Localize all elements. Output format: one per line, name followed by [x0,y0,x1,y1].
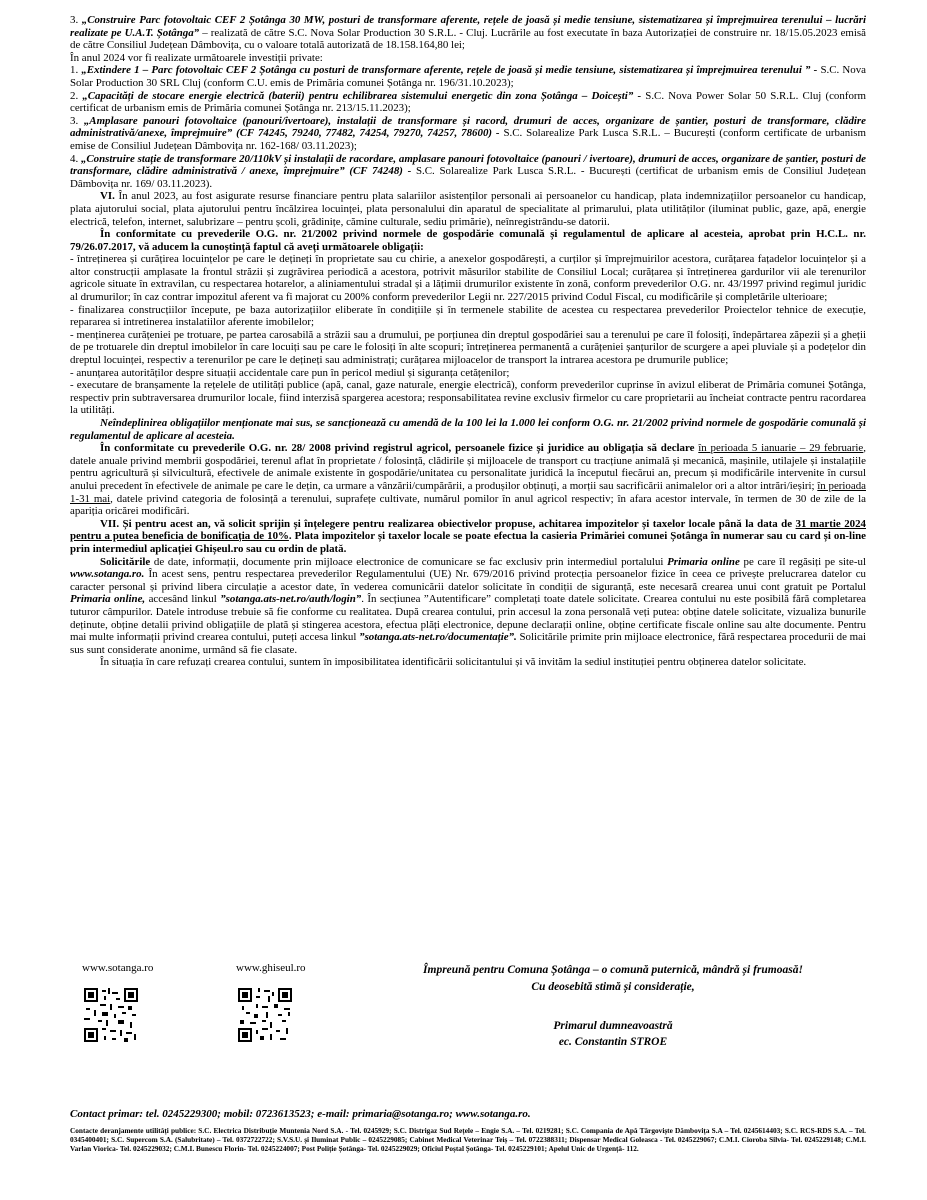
document-body [70,14,866,669]
section-vii: VII. Și pentru acest an, vă solicit sprijin și înțelegere pentru realizarea obiectivelor propuse, achitarea impozitelor și taxelor locale până la data de 31 martie 2024 pentru a putea beneficia de bonificația de 10%. Plata impozitelor și taxelor locale se poate efectua la casieria Primăriei comunei Șotânga în numerar sau cu card și on-line prin intermediul aplicației Ghișeul.ro sau cu ordin de plată. [70,517,866,555]
footer-signature-area [70,958,866,1088]
closing-slogan: Împreună pentru Comuna Șotânga – o comună puternică, mândră și frumoasă! Cu deosebită stimă și considerație, [360,962,866,996]
refuse-account-paragraph: În situația în care refuzați crearea contului, suntem în imposibilitatea identificării solicitantului și vă invităm la sediul instituției pentru obținerea datelor solicitate. [100,656,807,669]
sotanga-qr-code-icon[interactable] [82,986,140,1044]
documentation-link[interactable]: ”sotanga.ats-net.ro/documentație”. [359,631,517,644]
obligation-item: - executare de branșamente la rețelele de utilități publice (apă, canal, gaze naturale, energie electrică), conform prevederilor cuprinse în avizul eliberat de Primăria comunei Șotânga, respectiv prin subtraversarea drumurilor locale, fiind interzisă spargerea acestora; responsabilitatea revine exclusiv firmelor cu care proprietarii au încheiat contracte pentru racordarea la utilități. [70,379,866,417]
site-link[interactable]: www.sotanga.ro. [70,568,145,581]
ghiseul-qr-code-icon[interactable] [236,986,294,1044]
login-link[interactable]: ”sotanga.ats-net.ro/auth/login” [220,593,362,606]
sotanga-site-label[interactable]: www.sotanga.ro [82,962,154,974]
private-investment-1: 1. „Extindere 1 – Parc fotovoltaic CEF 2 Șotânga cu posturi de transformare aferente, rețele de joasă și medie tensiune, sistematizarea și împrejmuirea terenului ” - S.C. Nova Solar Production 30 SRL Cluj (conform C.U. emis de Primăria comunei Șotânga nr. 196/31.10.2023); [70,64,867,89]
signer-name: ec. Constantin STROE [558,1036,668,1048]
online-requests-paragraph: Solicitările de date, informații, documente prin mijloace electronice de comunicare se fac exclusiv prin intermediul portalului Primaria online pe care îl regăsiți pe site-ul www.sotanga.ro. În acest sens, pentru respectarea prevederilor Regulamentului (UE) Nr. 679/2016 privind protecția persoanelor fizice în ceea ce privește prelucrarea datelor cu caracter personal și privind libera circulație a acestor date, în vederea comunicării datelor solicitate în condiții de siguranță, este necesară crearea unui cont gratuit pe Portalul Primaria online, accesând linkul ”sotanga.ats-net.ro/auth/login”. În secțiunea ”Autentificare” completați toate datele solicitate. Crearea contului nu este posibilă fără completarea tuturor câmpurilor. Datele introduse trebuie să fie conforme cu realitatea. După crearea contului, prin accesul la zona personală veți putea: obține datele solicitate, vizualiza bunurile deținute, obține detalii privind obligațiile de plată și stingerea acestora, efectua plăți electronice, depune declarații online, obține certificate fiscale online sau alte documente. Pentru mai multe informații privind crearea contului, puteți accesa linkul ”sotanga.ats-net.ro/documentație”. Solicitările primite prin mijloace electronice, fără respectarea procedurii de mai sus sunt considerate anonime, urmând să fie clasate. [70,555,866,656]
obligation-item: - menținerea curățeniei pe trotuare, pe partea carosabilă a străzii sau a drumului, pe porțiunea din dreptul gospodăriei sau a terenului pe care îl folosiți, îndepărtarea zăpezii și a gheții de pe trotuarele din dreptul imobilelor în care locuiți sau pe care le folosiți în alte scopuri; întreținerea permanentă a curățeniei șanțurilor de scurgere a apei pluviale și a podețelor din dreptul locuinței, respectiv a terenurilor pe care le dețineți sau administrați; curățarea mijloacelor de transport la intrarea acestora pe drumurile publice; [70,328,866,367]
ghiseul-site-label[interactable]: www.ghiseul.ro [236,962,306,974]
og21-header: În conformitate cu prevederile O.G. nr. 21/2002 privind normele de gospodărie comunală și regulamentul de aplicare al acesteia, aprobat prin H.C.L. nr. 79/26.07.2017, vă aducem la cunoștință faptul că aveți următoarele obligații: [70,228,866,253]
mayor-contact-line: Contact primar: tel. 0245229300; mobil: 0723613523; e-mail: primaria@sotanga.ro; www.sotanga.ro. [70,1108,531,1120]
investment-title: „Construire Parc fotovoltaic CEF 2 Șotânga 30 MW, posturi de transformare aferente, rețele de joasă și medie tensiune, sistematizarea și împrejmuirea terenului – lucrări realizate pe U.A.T. Șotânga” [70,14,866,39]
utilities-contacts: Contacte deranjamente utilități publice: S.C. Electrica Distribuție Muntenia Nord S.A. - Tel. 0245929; S.C. Distrigaz Sud Rețele – Engie S.A. – Tel. 0219281; S.C. Compania de Apă Târgoviște Dâmbovița S.A – Tel. 0245614403; S.C. RCS-RDS S.A. – Tel. 0345400401; S.C. Supercom S.A. (Salubritate) – Tel. 0372722722; S.V.S.U. și Iluminat Public – 0245229085; Cabinet Medical Veterinar Teiș – Tel. 0722388311; Dispensar Medical Goleasca - Tel. 0245229067; C.M.I. Cioroba Silvia- Tel. 0245229148; C.M.I. Varlan Viorica- Tel. 0245229032; C.M.I. Bunescu Florin- Tel. 0245224007; Post Poliție Șotânga- Tel. 0245229029; Oficiul Poștal Șotânga- Tel. 0245229101; Apelul Unic de Urgență- 112. [70,1126,866,1153]
private-investment-2: 2. „Capacități de stocare energie electrică (baterii) pentru echilibrarea sistemului energetic din zona Șotânga – Doicești” - S.C. Nova Power Solar 50 S.R.L. Cluj (conform certificat de urbanism emis de Primăria comunei Șotânga nr. 213/15.11.2023); [70,89,866,115]
investment-paragraph-3: 3. „Construire Parc fotovoltaic CEF 2 Șotânga 30 MW, posturi de transformare aferente, rețele de joasă și medie tensiune, sistematizarea și împrejmuirea terenului – lucrări realizate pe U.A.T. Șotânga” – realizată de către S.C. Nova Solar Production 30 S.R.L. - Cluj. Lucrările au fost executate în baza Autorizației de construire nr. 18/15.05.2023 emisă de către Consiliul Județean Dâmbovița, cu o valoare totală autorizată de 18.158.164,80 lei; [70,14,866,52]
section-vi: VI. În anul 2023, au fost asigurate resurse financiare pentru plata salariilor asistenților personali ai persoanelor cu handicap, plata indemnizațiilor persoanelor cu handicap, plata ajutorului social, plata ajutorului pentru încălzirea locuinței, plata personalului din aparatul de specialitate al primarului, plata utilităților (iluminat public, gaze, apă, energie electrică, telefon, internet, salubrizare – pentru școli, grădinițe, cămine culturale, sediu primărie), neînregistrându-se datorii. [70,190,866,228]
og28-paragraph: În conformitate cu prevederile O.G. nr. 28/ 2008 privind registrul agricol, persoanele fizice și juridice au obligația să declare în perioada 5 ianuarie – 29 februarie, datele anuale privind membrii gospodăriei, terenul aflat în proprietate / folosință, clădirile și mijloacele de transport cu tracțiune animală și mecanică, mașinile, utilajele și instalațiile pentru agricultură și silvicultură, efectivele de animale existente în gospodărie/unitatea cu personalitate juridică la începutul fiecărui an, precum și modificările intervenite în cursul anului precedent în efectivele de animale pe care le dețin, ca urmare a vânzării/cumpărării, a produșilor obținuți, a morții sau sacrificării animalelor ori a altor intrări/ieșiri; în perioada 1-31 mai, datele privind categoria de folosință a terenului, suprafețe cultivate, numărul pomilor în anul agricol respectiv; în afara acestor intervale, în termen de 30 de zile de la apariția oricărei modificări. [70,442,866,518]
private-investment-3: 3. „Amplasare panouri fotovoltaice (panouri/ivertoare), instalații de transformare și racord, drumuri de acces, organizare de șantier, posturi de transformare, clădire administrativă/anexe, împrejmuire” (CF 74245, 79240, 77482, 74254, 79270, 74257, 78600) - S.C. Solarealize Park Lusca S.R.L. – București (conform certificate de urbanism emise de Consiliul Județean Dâmbovița nr. 162-168/ 03.11.2023); [70,114,866,152]
regards-line: Cu deosebită stimă și considerație, [531,981,695,993]
signature-block [360,1018,866,1050]
signer-title: Primarul dumneavoastră [553,1020,673,1032]
sanction-notice: Neîndeplinirea obligațiilor menționate mai sus, se sancționează cu amendă de la 100 lei la 1.000 lei conform O.G. nr. 21/2002 privind normele de gospodărie comunală și regulamentul de aplicare al acesteia. [70,417,866,442]
obligation-item: - finalizarea construcțiilor începute, pe baza autorizațiilor eliberate în condițiile și în termenele stabilite de acestea cu respectarea prevederilor Proiectelor tehnice de execuție, repararea si intretinerea instalatiilor aferente imobilelor; [70,303,866,329]
private-investment-4: 4. „Construire stație de transformare 20/110kV și instalații de racordare, amplasare panouri fotovoltaice (panouri / ivertoare), drumuri de acces, organizare de șantier, posturi de transformare, clădire administrativă / anexe, împrejmuire” (CF 74248) - S.C. Solarealize Park Lusca S.R.L. - București (certificat de urbanism emis de Consiliul Județean Dâmbovița nr. 169/ 03.11.2023). [70,152,867,190]
obligation-item: - întreținerea și curățirea locuințelor pe care le dețineți în proprietate sau cu chirie, a anexelor gospodărești, a curților și împrejmuirilor acestora, curățarea fațadelor locuințelor și a altor construcții amplasate la frontul străzii și zugrăvirea periodică a acestora, potrivit măsurilor stabilite de Consiliul Local; curățarea și întreținerea gardurilor vii ale terenurilor agricole situate în extravilan, cu respectarea hotarelor, a aliniamentului stradal și a lățimii drumurilor existente în zonă, conform prevederilor O.G. nr. 43/1997 privind regimul juridic al drumurilor; în caz contrar impozitul aferent va fi majorat cu 200% conform prevederilor Legii nr. 227/2015 privind Codul Fiscal, cu modificările și completările ulterioare; [70,253,866,304]
obligation-item: - anunțarea autorităților despre situații accidentale care pun în pericol mediul și siguranța cetățenilor; [70,366,510,379]
intro-2024: În anul 2024 vor fi realizate următoarele investiții private: [70,51,323,64]
